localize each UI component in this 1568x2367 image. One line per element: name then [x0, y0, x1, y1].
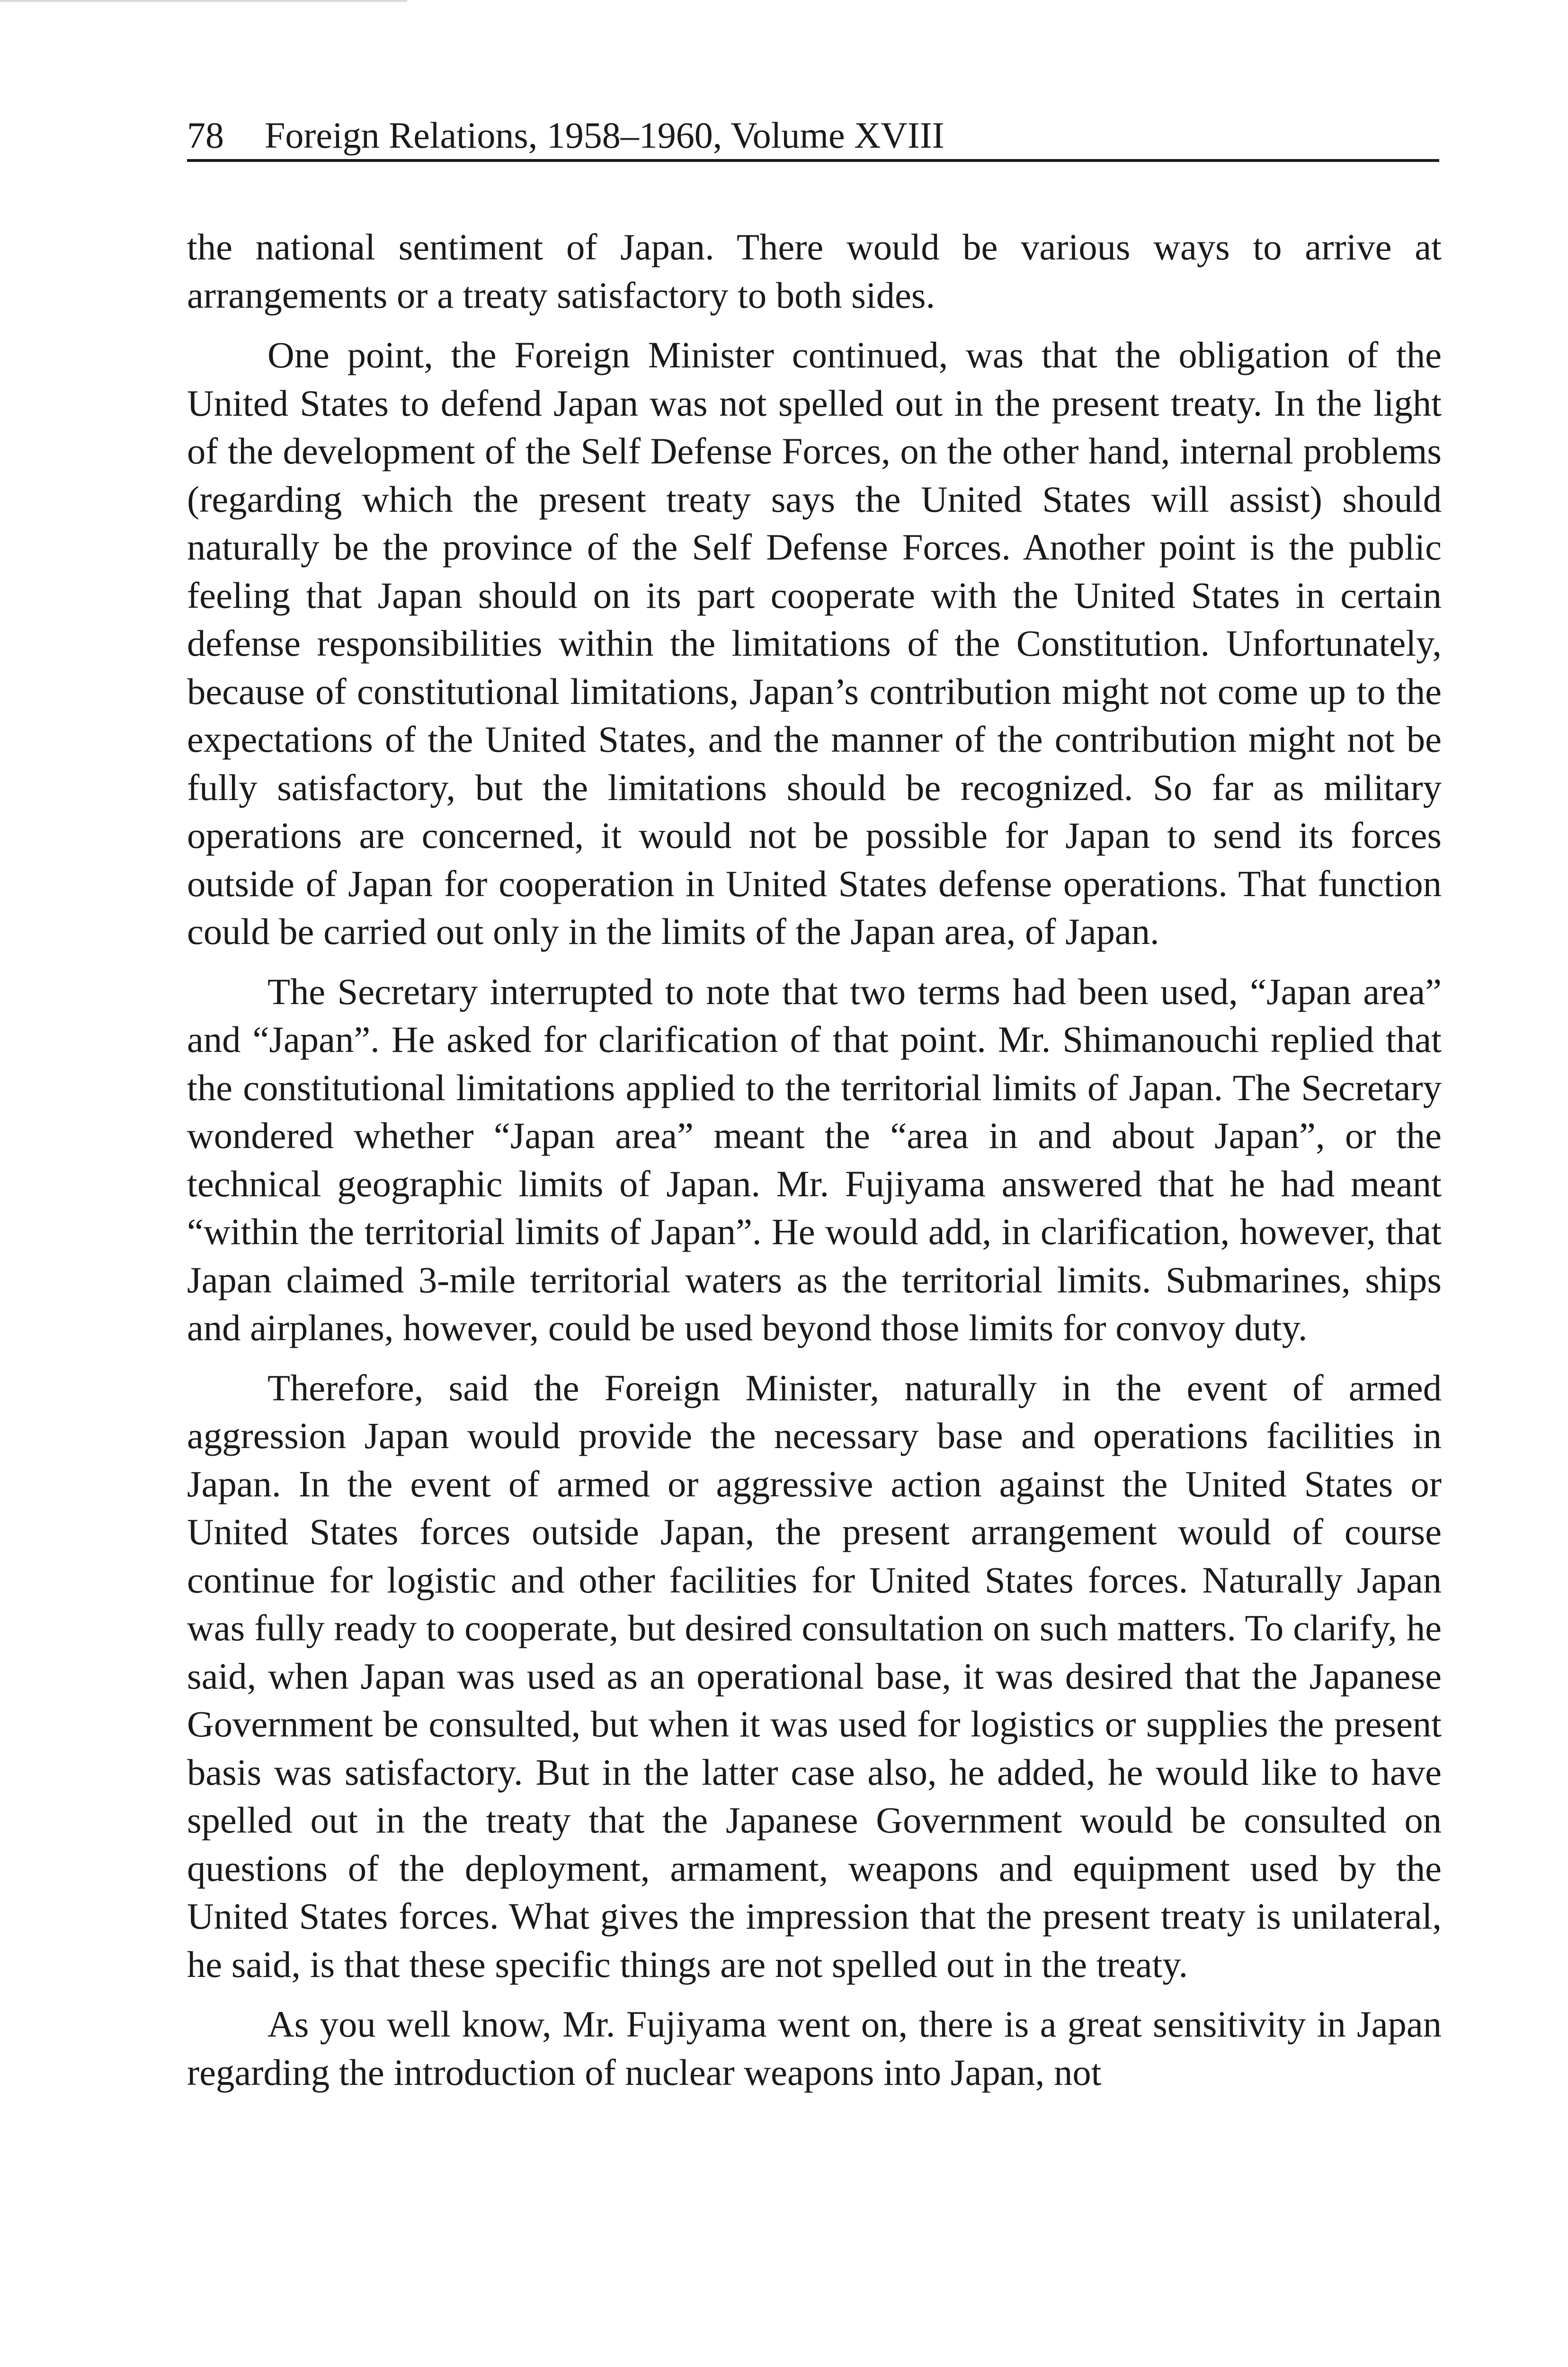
scan-edge-mark: [0, 0, 407, 2]
running-title: Foreign Relations, 1958–1960, Volume XVIII: [265, 115, 944, 156]
paragraph-continued: the national sentiment of Japan. There would be various ways to arrive at arrangements or a treaty satisfactory to both sides.: [187, 227, 1442, 316]
paragraph: Therefore, said the Foreign Minister, naturally in the event of armed aggression Japan would provide the necessary base and operations facilities in Japan. In the event of armed or aggressive action against the United States or United States forces outside Japan, the present arrangement would of course continue for logistic and other facilities for United States forces. Naturally Japan was fully ready to cooperate, but desired consultation on such matters. To clarify, he said, when Japan was used as an operational base, it was desired that the Japanese Government be consulted, but when it was used for logistics or supplies the present basis was satisfactory. But in the latter case also, he added, he would like to have spelled out in the treaty that the Japanese Government would be consulted on questions of the deployment, armament, weapons and equipment used by the United States forces. What gives the impression that the present treaty is unilateral, he said, is that these specific things are not spelled out in the treaty.: [187, 1367, 1442, 1985]
header-rule: [187, 159, 1439, 162]
paragraph: One point, the Foreign Minister continued, was that the obligation of the United States to defend Japan was not spelled out in the present treaty. In the light of the development of the Self Defense Forces, on the other hand, internal problems (regarding which the present treaty says the United States will assist) should naturally be the province of the Self Defense Forces. Another point is the public feeling that Japan should on its part cooperate with the United States in certain defense responsibilities within the limitations of the Constitution. Unfortunately, because of constitutional limitations, Japan’s contribution might not come up to the expectations of the United States, and the manner of the contribution might not be fully satisfactory, but the limitations should be recognized. So far as military operations are concerned, it would not be possible for Japan to send its forces outside of Japan for cooperation in United States defense operations. That function could be carried out only in the limits of the Japan area, of Japan.: [187, 335, 1442, 952]
body-text: [187, 223, 1442, 2097]
running-header: [187, 114, 1442, 157]
page-number: 78: [187, 115, 224, 156]
paragraph: As you well know, Mr. Fujiyama went on, there is a great sensitivity in Japan regarding the introduction of nuclear weapons into Japan, not: [187, 2004, 1442, 2093]
document-page: [187, 114, 1442, 2109]
paragraph: The Secretary interrupted to note that two terms had been used, “Japan area” and “Japan”. He asked for clarification of that point. Mr. Shimanouchi replied that the constitutional limitations applied to the territorial limits of Japan. The Secretary wondered whether “Japan area” meant the “area in and about Japan”, or the technical geographic limits of Japan. Mr. Fujiyama answered that he had meant “within the territorial limits of Japan”. He would add, in clarification, however, that Japan claimed 3-mile territorial waters as the territorial limits. Submarines, ships and airplanes, however, could be used beyond those limits for convoy duty.: [187, 971, 1442, 1349]
